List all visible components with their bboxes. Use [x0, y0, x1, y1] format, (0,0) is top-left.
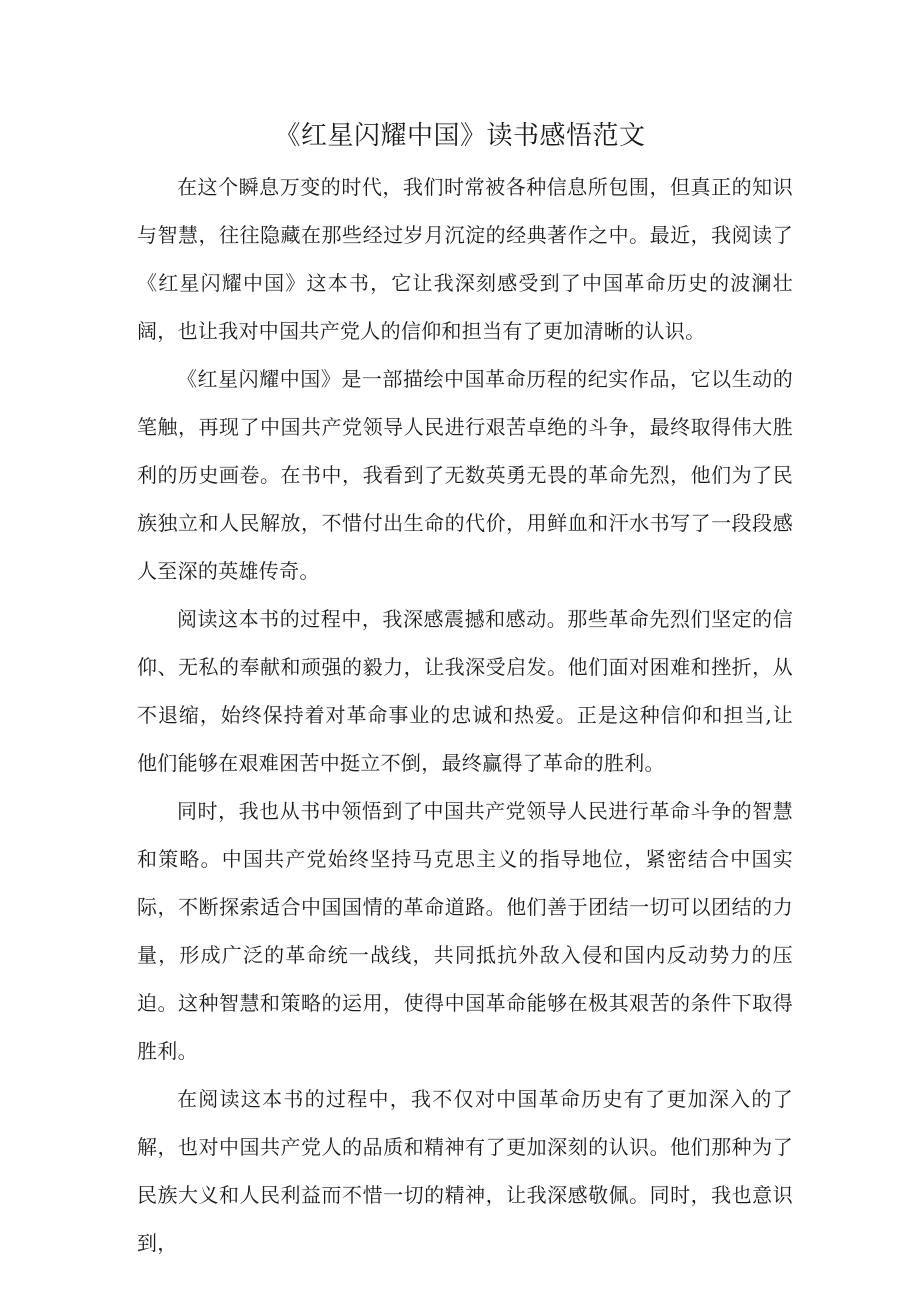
paragraph-1: 在这个瞬息万变的时代，我们时常被各种信息所包围，但真正的知识与智慧，往往隐藏在那些经过岁月沉淀的经典著作之中。最近，我阅读了《红星闪耀中国》这本书，它让我深刻感受到了中国革命历史的波澜壮阔，也让我对中国共产党人的信仰和担当有了更加清晰的认识。: [137, 175, 793, 343]
document-title: 《红星闪耀中国》读书感悟范文: [274, 121, 646, 151]
paragraph-2: 《红星闪耀中国》是一部描绘中国革命历程的纪实作品，它以生动的笔触，再现了中国共产党领导人民进行艰苦卓绝的斗争，最终取得伟大胜利的历史画卷。在书中，我看到了无数英勇无畏的革命先烈，他们为了民族独立和人民解放，不惜付出生命的代价，用鲜血和汗水书写了一段段感人至深的英雄传奇。: [137, 367, 793, 583]
paragraph-5: 在阅读这本书的过程中，我不仅对中国革命历史有了更加深入的了解，也对中国共产党人的品质和精神有了更加深刻的认识。他们那种为了民族大义和人民利益而不惜一切的精神，让我深感敬佩。同时，我也意识到，: [137, 1087, 793, 1255]
paragraph-3: 阅读这本书的过程中，我深感震撼和感动。那些革命先烈们坚定的信仰、无私的奉献和顽强的毅力，让我深受启发。他们面对困难和挫折，从不退缩，始终保持着对革命事业的忠诚和热爱。正是这种信仰和担当,让他们能够在艰难困苦中挺立不倒，最终赢得了革命的胜利。: [137, 607, 793, 775]
document-body: [137, 163, 793, 1267]
paragraph-4: 同时，我也从书中领悟到了中国共产党领导人民进行革命斗争的智慧和策略。中国共产党始终坚持马克思主义的指导地位，紧密结合中国实际，不断探索适合中国国情的革命道路。他们善于团结一切可以团结的力量，形成广泛的革命统一战线，共同抵抗外敌入侵和国内反动势力的压迫。这种智慧和策略的运用，使得中国革命能够在极其艰苦的条件下取得胜利。: [137, 799, 793, 1063]
